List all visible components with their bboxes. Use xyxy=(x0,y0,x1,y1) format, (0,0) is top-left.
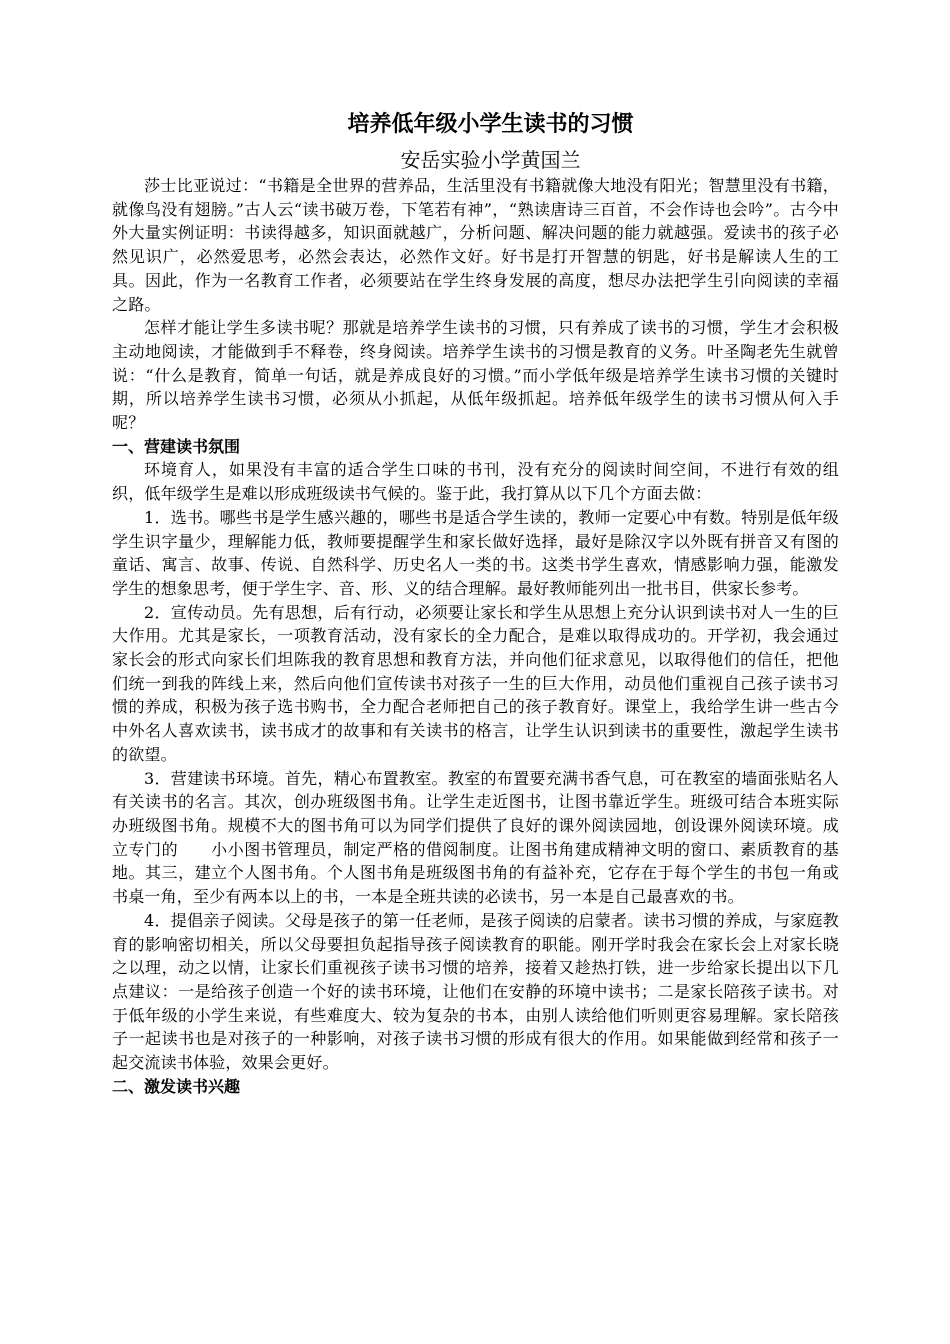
section-heading: 一、营建读书氛围 xyxy=(112,436,241,456)
section-paragraph: 3．营建读书环境。首先，精心布置教室。教室的布置要充满书香气息，可在教室的墙面张贴名人有关读书的名言。其次，创办班级图书角。让学生走近图书，让图书靠近学生。班级可结合本班实际办班级图书角。规模不大的图书角可以为同学们提供了良好的课外阅读园地，创设课外阅读环境。成立专门的 小小图书管理员，制定严格的借阅制度。让图书角建成精神文明的窗口、素质教育的基地。其三，建立个人图书角。个人图书角是班级图书角的有益补充，它存在于每个学生的书包一角或书桌一角，至少有两本以上的书，一本是全班共读的必读书，另一本是自己最喜欢的书。 xyxy=(112,768,839,907)
section-paragraph: 2．宣传动员。先有思想，后有行动，必须要让家长和学生从思想上充分认识到读书对人一生的巨大作用。尤其是家长，一项教育活动，没有家长的全力配合，是难以取得成功的。开学初，我会通过家长会的形式向家长们坦陈我的教育思想和教育方法，并向他们征求意见，以取得他们的信任，把他们统一到我的阵线上来，然后向他们宣传读书对孩子一生的巨大作用，动员他们重视自己孩子读书习惯的养成，积极为孩子选书购书，全力配合老师把自己的孩子教育好。课堂上，我给学生讲一些古今中外名人喜欢读书，读书成才的故事和有关读书的格言，让学生认识到读书的重要性，激起学生读书的欲望。 xyxy=(112,602,839,764)
intro-paragraph: 怎样才能让学生多读书呢？那就是培养学生读书的习惯，只有养成了读书的习惯，学生才会积极主动地阅读，才能做到手不释卷，终身阅读。培养学生读书的习惯是教育的义务。叶圣陶老先生就曾说：“什么是教育，简单一句话，就是养成良好的习惯。”而小学低年级是培养学生读书习惯的关键时期，所以培养学生读书习惯，必须从小抓起，从低年级抓起。培养低年级学生的读书习惯从何入手呢？ xyxy=(112,318,839,433)
document-author: 安岳实验小学黄国兰 xyxy=(400,148,581,172)
section-paragraph: 1．选书。哪些书是学生感兴趣的，哪些书是适合学生读的，教师一定要心中有数。特别是低年级学生识字量少，理解能力低，教师要提醒学生和家长做好选择，最好是除汉字以外既有拼音又有图的童话、寓言、故事、传说、自然科学、历史名人一类的书。这类书学生喜欢，情感影响力强，能激发学生的想象思考，便于学生字、音、形、义的结合理解。最好教师能列出一批书目，供家长参考。 xyxy=(112,507,839,598)
document-title: 培养低年级小学生读书的习惯 xyxy=(347,112,634,137)
section-paragraph: 环境育人，如果没有丰富的适合学生口味的书刊，没有充分的阅读时间空间，不进行有效的组织，低年级学生是难以形成班级读书气候的。鉴于此，我打算从以下几个方面去做： xyxy=(112,460,839,504)
section-paragraph: 4．提倡亲子阅读。父母是孩子的第一任老师，是孩子阅读的启蒙者。读书习惯的养成，与家庭教育的影响密切相关，所以父母要担负起指导孩子阅读教育的职能。刚开学时我会在家长会上对家长晓之以理，动之以情，让家长们重视孩子读书习惯的培养，接着又趁热打铁，进一步给家长提出以下几点建议：一是给孩子创造一个好的读书环境，让他们在安静的环境中读书；二是家长陪孩子读书。对于低年级的小学生来说，有些难度大、较为复杂的书本，由别人读给他们听则更容易理解。家长陪孩子一起读书也是对孩子的一种影响，对孩子读书习惯的形成有很大的作用。如果能做到经常和孩子一起交流读书体验，效果会更好。 xyxy=(112,910,839,1073)
intro-paragraph: 莎士比亚说过：“书籍是全世界的营养品，生活里没有书籍就像大地没有阳光；智慧里没有书籍，就像鸟没有翅膀。”古人云“读书破万卷，下笔若有神”，“熟读唐诗三百首，不会作诗也会吟”。古今中外大量实例证明：书读得越多，知识面就越广，分析问题、解决问题的能力就越强。爱读书的孩子必然见识广，必然爱思考，必然会表达，必然作文好。好书是打开智慧的钥匙，好书是解读人生的工具。因此，作为一名教育工作者，必须要站在学生终身发展的高度，想尽办法把学生引向阅读的幸福之路。 xyxy=(112,176,839,314)
document-page xyxy=(112,108,839,1098)
section-heading: 二、激发读书兴趣 xyxy=(112,1076,241,1096)
